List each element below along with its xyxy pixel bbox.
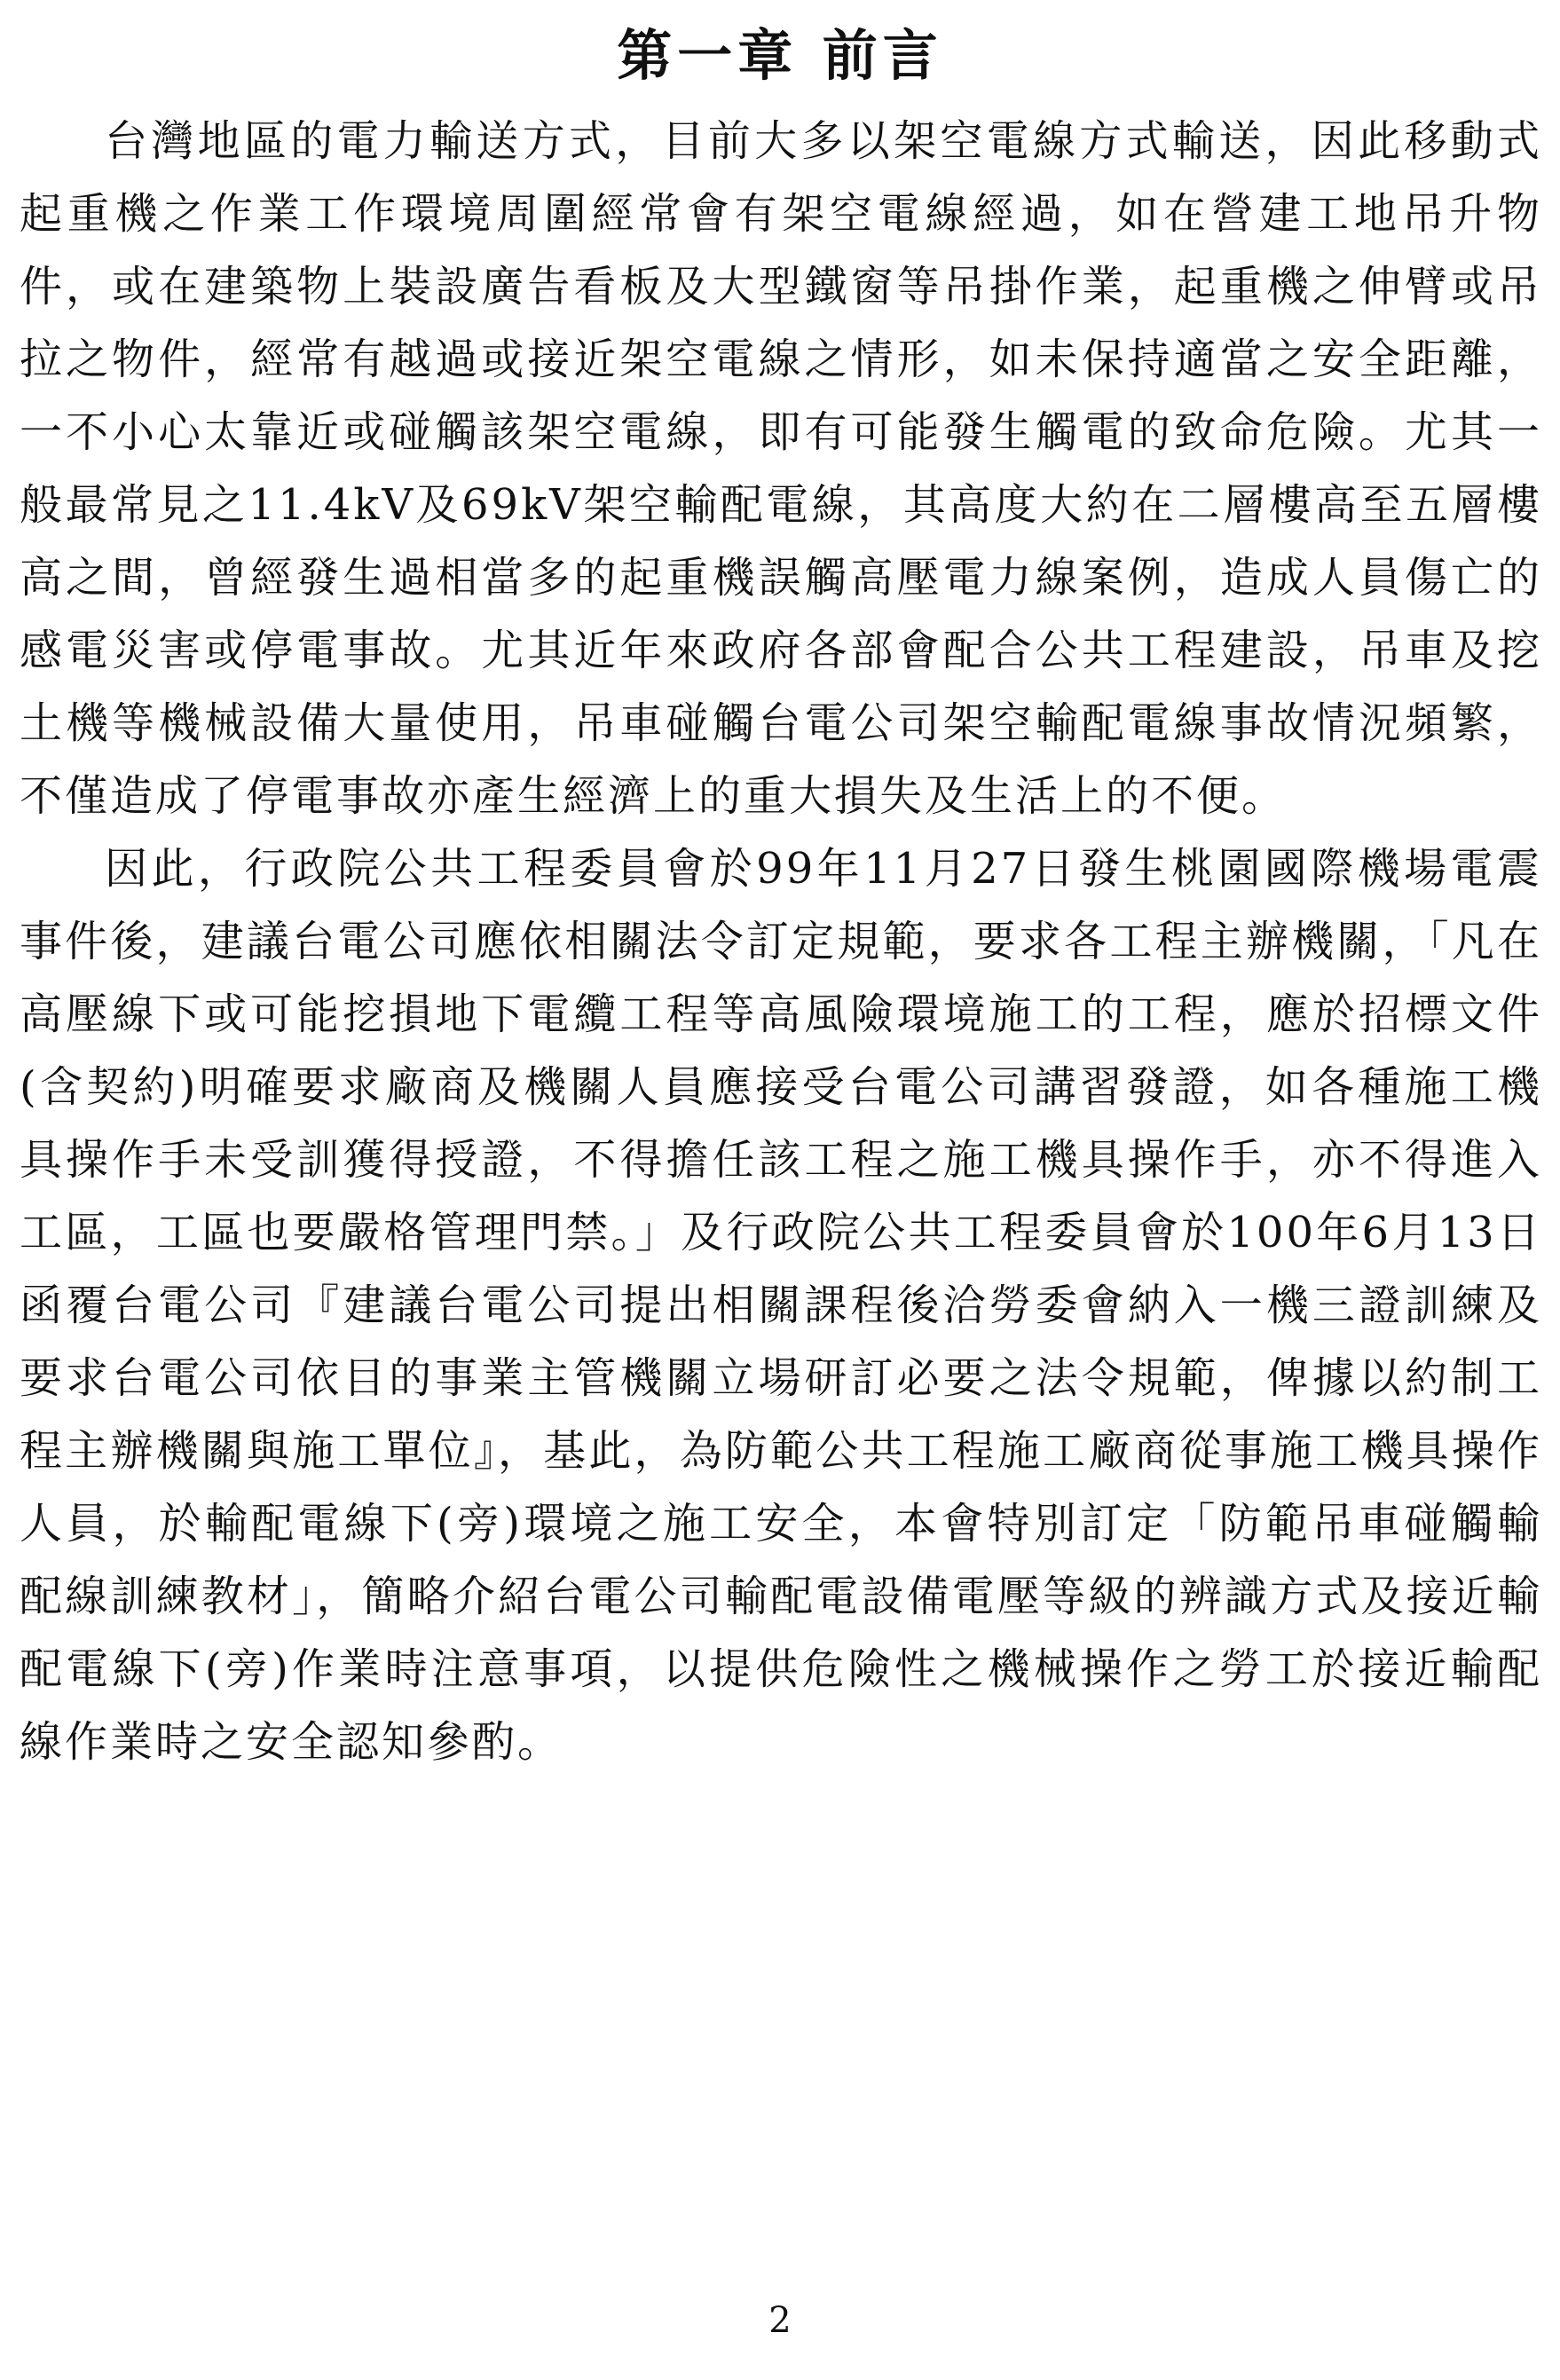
paragraph-background: 因此，行政院公共工程委員會於99年11月27日發生桃園國際機場電震事件後，建議台電公司應依相關法令訂定規範，要求各工程主辦機關，「凡在高壓線下或可能挖損地下電纜工程等高風險環境施工的工程，應於招標文件(含契約)明確要求廠商及機關人員應接受台電公司講習發證，如各種施工機具操作手未受訓獲得授證，不得擔任該工程之施工機具操作手，亦不得進入工區，工區也要嚴格管理門禁。」及行政院公共工程委員會於100年6月13日函覆台電公司『建議台電公司提出相關課程後洽勞委會納入一機三證訓練及要求台電公司依目的事業主管機關立場研訂必要之法令規範，俾據以約制工程主辦機關與施工單位』，基此，為防範公共工程施工廠商從事施工機具操作人員，於輸配電線下(旁)環境之施工安全，本會特別訂定「防範吊車碰觸輸配線訓練教材」，簡略介紹台電公司輸配電設備電壓等級的辨識方式及接近輸配電線下(旁)作業時注意事項，以提供危險性之機械操作之勞工於接近輸配線作業時之安全認知參酌。	[20, 844, 1542, 1767]
document-body	[20, 105, 1542, 1778]
chapter-title: 第一章 前言	[617, 23, 943, 88]
page-number: 2	[768, 2300, 792, 2341]
paragraph-introduction: 台灣地區的電力輸送方式，目前大多以架空電線方式輸送，因此移動式起重機之作業工作環境周圍經常會有架空電線經過，如在營建工地吊升物件，或在建築物上裝設廣告看板及大型鐵窗等吊掛作業，起重機之伸臂或吊拉之物件，經常有越過或接近架空電線之情形，如未保持適當之安全距離，一不小心太靠近或碰觸該架空電線，即有可能發生觸電的致命危險。尤其一般最常見之11.4kV及69kV架空輸配電線，其高度大約在二層樓高至五層樓高之間，曾經發生過相當多的起重機誤觸高壓電力線案例，造成人員傷亡的感電災害或停電事故。尤其近年來政府各部會配合公共工程建設，吊車及挖土機等機械設備大量使用，吊車碰觸台電公司架空輸配電線事故情況頻繁，不僅造成了停電事故亦產生經濟上的重大損失及生活上的不便。	[20, 116, 1542, 821]
